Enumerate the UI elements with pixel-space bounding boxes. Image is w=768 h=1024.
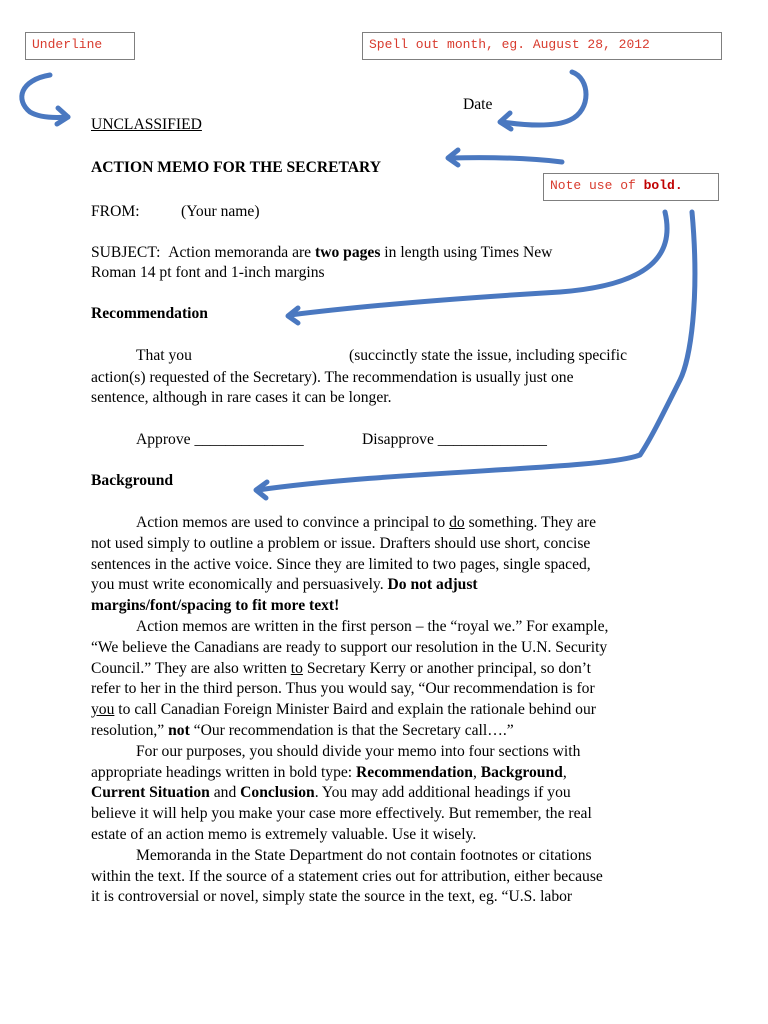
body-line: you must write economically and persuasively. Do not adjust — [91, 576, 478, 594]
recommendation-line-3: sentence, although in rare cases it can be longer. — [91, 389, 392, 406]
from-label: FROM: — [91, 203, 140, 220]
underline-to: to — [290, 659, 303, 677]
bold-do-not-adjust: Do not adjust — [387, 576, 478, 594]
body-line: not used simply to outline a problem or issue. Drafters should use short, concise — [91, 534, 591, 552]
body-line: it is controversial or novel, simply state the source in the text, eg. “U.S. labor — [91, 888, 573, 906]
body-line: refer to her in the third person. Thus you would say, “Our recommendation is for — [91, 680, 595, 698]
bold-current-situation: Current Situation — [91, 784, 210, 802]
recommendation-line-2: action(s) requested of the Secretary). The recommendation is usually just one — [91, 369, 574, 386]
note-bold-prefix: Note use of — [550, 178, 644, 193]
arrow-recommendation — [290, 212, 667, 315]
bold-background: Background — [480, 763, 563, 781]
recommendation-line-1a: That you — [136, 347, 192, 364]
bold-recommendation: Recommendation — [356, 763, 473, 781]
subject-bold: two pages — [315, 244, 381, 261]
classification: UNCLASSIFIED — [91, 116, 202, 133]
memo-title: ACTION MEMO FOR THE SECRETARY — [91, 159, 381, 176]
bold-conclusion: Conclusion — [240, 784, 315, 802]
disapprove-line: Disapprove ______________ — [362, 431, 547, 448]
background-heading: Background — [91, 472, 174, 489]
note-spell-out-month: Spell out month, eg. August 28, 2012 — [362, 32, 722, 60]
subject-text-b: in length using Times New — [380, 244, 553, 261]
background-body — [91, 513, 691, 908]
arrow-spell-month — [502, 72, 586, 125]
body-line: Council.” They are also written to Secretary Kerry or another principal, so don’t — [91, 659, 592, 677]
approve-line: Approve ______________ — [136, 431, 304, 448]
body-line: estate of an action memo is extremely valuable. Use it wisely. — [91, 825, 477, 843]
date-label: Date — [463, 96, 493, 113]
bold-not: not — [168, 721, 190, 739]
body-line: Current Situation and Conclusion. You may add additional headings if you — [91, 784, 571, 802]
note-underline: Underline — [25, 32, 135, 60]
body-line: appropriate headings written in bold type: Recommendation, Background, — [91, 763, 567, 781]
subject-label: SUBJECT: — [91, 244, 161, 261]
body-line: Action memos are used to convince a principal to do something. They are — [136, 514, 597, 531]
body-line: For our purposes, you should divide your memo into four sections with — [136, 742, 581, 760]
body-line: Action memos are written in the first person – the “royal we.” For example, — [136, 617, 609, 635]
recommendation-line-1b: (succinctly state the issue, including specific — [349, 347, 628, 364]
body-line: Memoranda in the State Department do not contain footnotes or citations — [136, 846, 592, 864]
underline-do: do — [449, 514, 465, 531]
note-bold-word: bold. — [643, 178, 683, 193]
body-line: within the text. If the source of a statement cries out for attribution, either because — [91, 867, 603, 885]
body-line: resolution,” not “Our recommendation is that the Secretary call….” — [91, 721, 514, 739]
body-line: believe it will help you make your case more effectively. But remember, the real — [91, 805, 592, 823]
subject-text-a: Action memoranda are — [168, 244, 315, 261]
recommendation-heading: Recommendation — [91, 305, 208, 322]
subject-line-2: Roman 14 pt font and 1-inch margins — [91, 264, 325, 281]
body-line: you to call Canadian Foreign Minister Baird and explain the rationale behind our — [91, 701, 596, 719]
subject-line-1 — [91, 243, 552, 264]
underline-you: you — [91, 701, 115, 719]
body-line: “We believe the Canadians are ready to support our resolution in the U.N. Security — [91, 638, 608, 656]
body-line: sentences in the active voice. Since they are limited to two pages, single spaced, — [91, 555, 591, 573]
from-value: (Your name) — [181, 203, 260, 220]
body-line — [91, 596, 691, 617]
bold-margins: margins/font/spacing to fit more text! — [91, 597, 340, 615]
arrow-title — [450, 158, 562, 162]
